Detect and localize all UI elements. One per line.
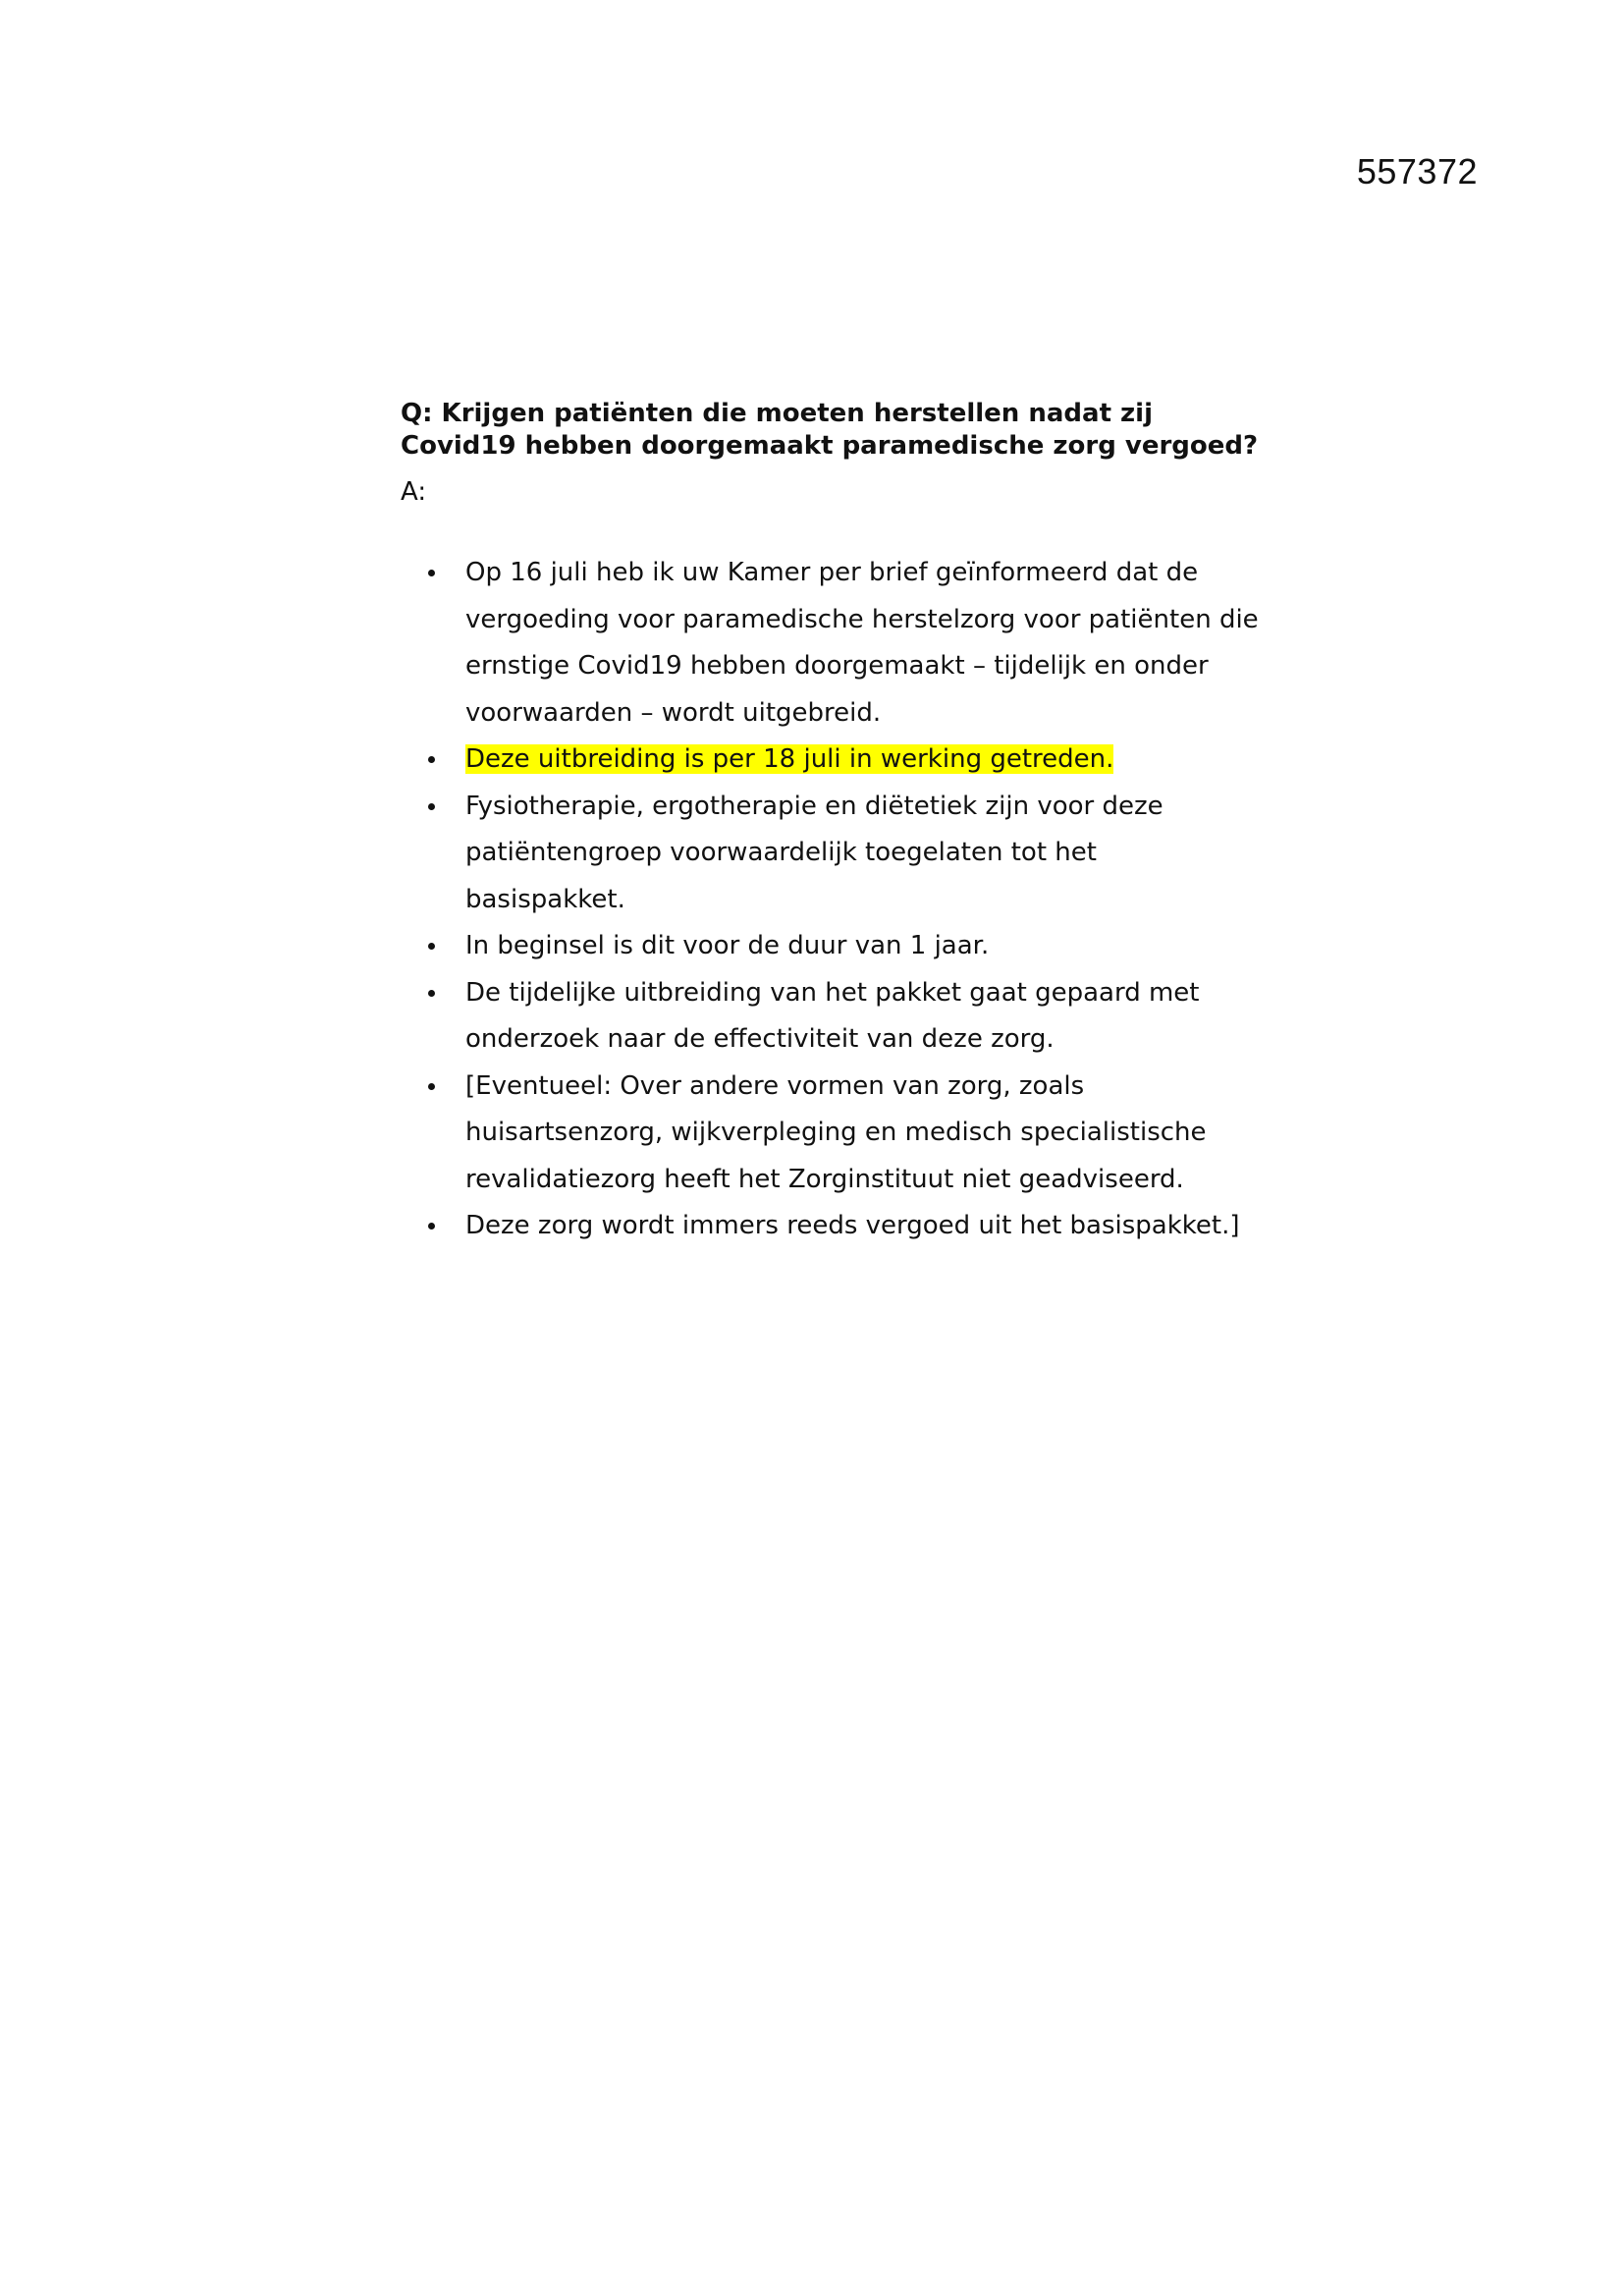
bullet-item (465, 550, 1265, 737)
bullet-icon (428, 570, 435, 576)
bullet-item (465, 1064, 1265, 1204)
qa-section (401, 398, 1265, 1250)
bullet-text-highlighted: Deze uitbreiding is per 18 juli in werking getreden. (465, 744, 1114, 774)
answer-bullet-list (401, 550, 1265, 1250)
bullet-text: In beginsel is dit voor de duur van 1 jaar. (465, 931, 990, 960)
answer-label: A: (401, 477, 427, 507)
document-id: 557372 (1356, 151, 1478, 191)
bullet-icon (428, 803, 435, 810)
bullet-text: Deze zorg wordt immers reeds vergoed uit het basispakket.] (465, 1211, 1240, 1240)
bullet-text: De tijdelijke uitbreiding van het pakket gaat gepaard met onderzoek naar de effectiviteit van deze zorg. (465, 977, 1200, 1054)
bullet-item (465, 784, 1265, 924)
bullet-icon (428, 1223, 435, 1230)
bullet-icon (428, 756, 435, 763)
bullet-icon (428, 990, 435, 997)
bullet-icon (428, 1083, 435, 1090)
bullet-text: Op 16 juli heb ik uw Kamer per brief geïnformeerd dat de vergoeding voor paramedische herstelzorg voor patiënten die ernstige Covid19 hebben doorgemaakt – tijdelijk en onder voorwaarden – wordt uitgebreid. (465, 558, 1259, 728)
bullet-item (465, 923, 1265, 970)
bullet-text: Fysiotherapie, ergotherapie en diëtetiek zijn voor deze patiëntengroep voorwaardelijk toegelaten tot het basispakket. (465, 791, 1163, 914)
question-heading: Q: Krijgen patiënten die moeten herstellen nadat zij Covid19 hebben doorgemaakt paramedische zorg vergoed? (401, 399, 1259, 461)
bullet-item (465, 1203, 1265, 1250)
bullet-icon (428, 943, 435, 950)
bullet-text: [Eventueel: Over andere vormen van zorg, zoals huisartsenzorg, wijkverpleging en medisch specialistische revalidatiezorg heeft het Zorginstituut niet geadviseerd. (465, 1070, 1207, 1194)
bullet-item (465, 970, 1265, 1064)
bullet-item-highlighted (465, 737, 1265, 784)
